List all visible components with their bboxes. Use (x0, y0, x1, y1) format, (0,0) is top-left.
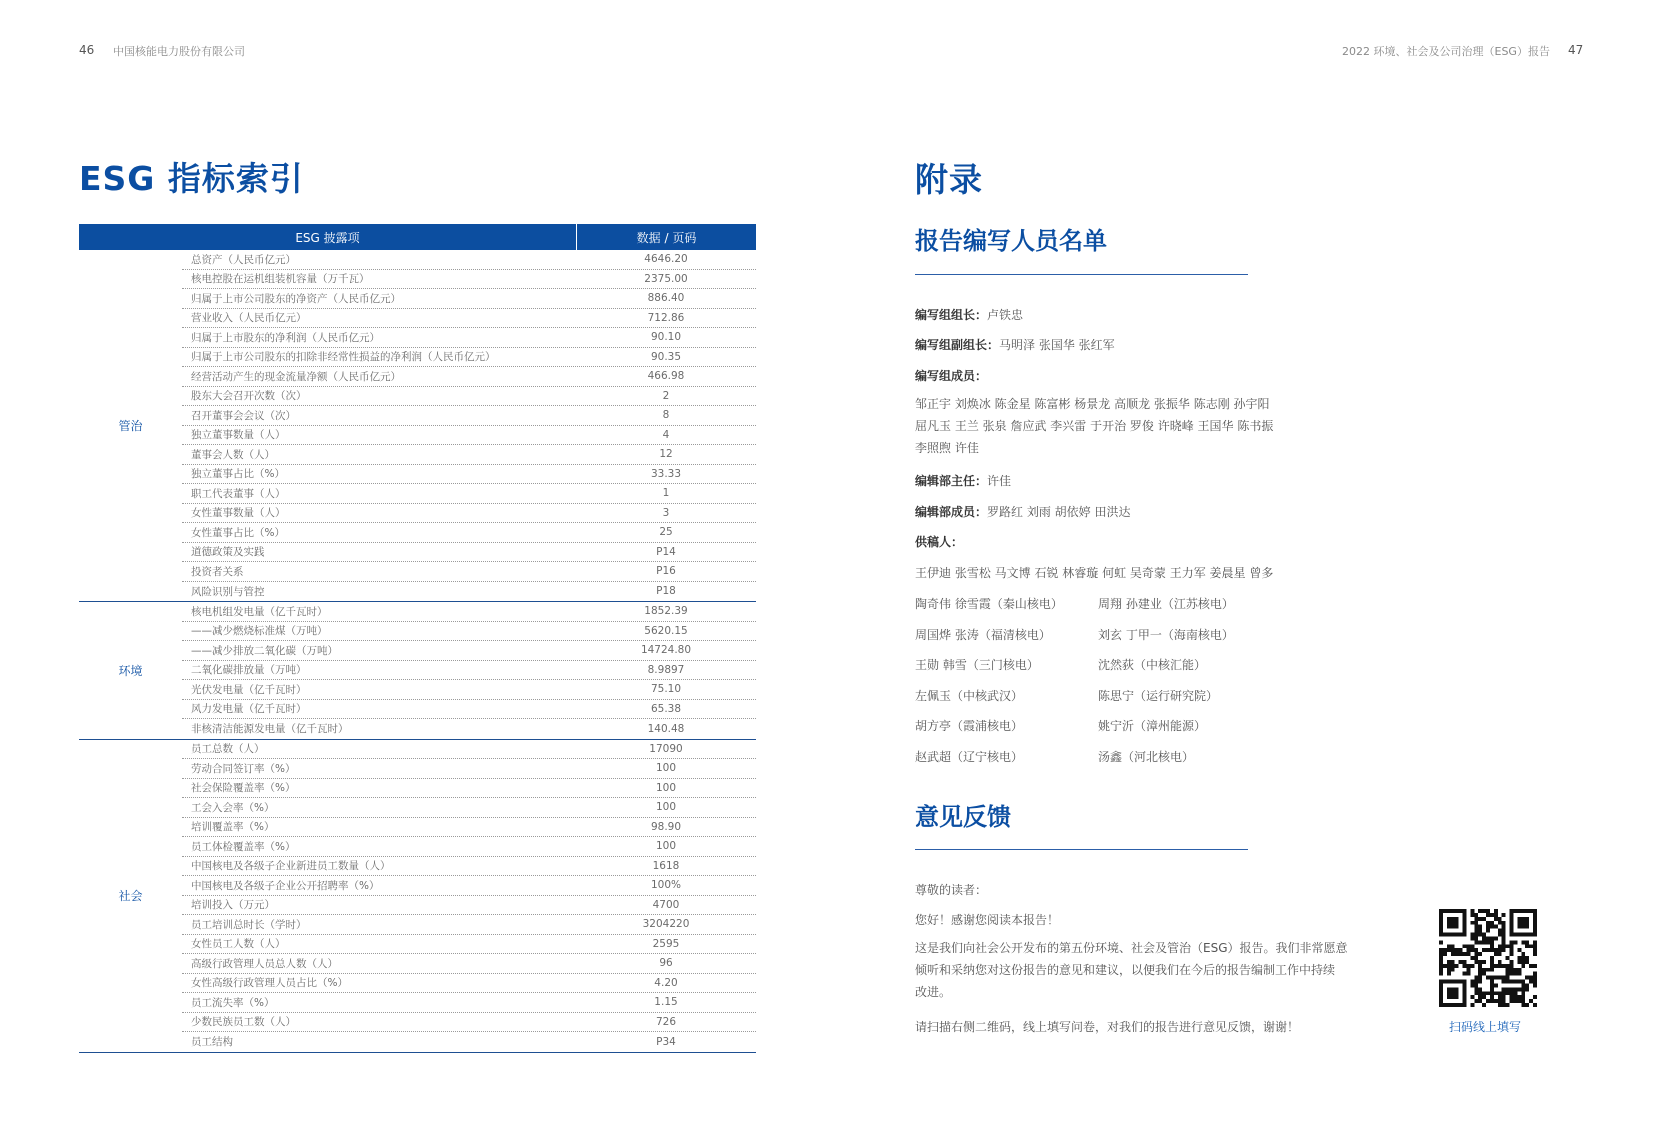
row-item: 风力发电量（亿千瓦时） (191, 703, 307, 716)
leader-name: 卢铁忠 (987, 308, 1024, 322)
row-value: 100 (655, 840, 677, 853)
table-row (182, 779, 756, 799)
table-row (182, 426, 756, 446)
row-item: 员工流失率（%） (191, 996, 275, 1009)
row-value: P16 (656, 565, 676, 578)
row-value: 2595 (652, 937, 680, 950)
row-item: 女性员工人数（人） (191, 938, 286, 951)
row-value: 14724.80 (640, 644, 692, 657)
row-value: P14 (656, 545, 676, 558)
row-value: 8 (662, 409, 670, 422)
qr-code-icon[interactable] (1439, 909, 1537, 1007)
row-item: 营业收入（人民币亿元） (191, 312, 307, 325)
section-rows (182, 250, 756, 601)
table-row (182, 740, 756, 760)
table-row (182, 465, 756, 485)
left-page-number: 46 (79, 43, 95, 57)
row-value: 98.90 (650, 820, 682, 833)
esg-index-table (79, 224, 756, 1053)
row-item: 召开董事会会议（次） (191, 409, 296, 422)
table-row (182, 896, 756, 916)
contributor-entry: 左佩玉（中核武汉） (915, 688, 1024, 703)
row-item: 非核清洁能源发电量（亿千瓦时） (191, 723, 349, 736)
table-row (182, 622, 756, 642)
row-item: 股东大会召开次数（次） (191, 390, 307, 403)
row-value: 25 (659, 526, 673, 539)
row-item: 中国核电及各级子企业公开招聘率（%） (191, 879, 380, 892)
qr-caption: 扫码线上填写 (1449, 1020, 1522, 1034)
contributor-entry: 王勋 韩雪（三门核电） (915, 658, 1039, 672)
row-value: 75.10 (650, 683, 682, 696)
section-label: 环境 (118, 663, 143, 678)
feedback-greeting: 尊敬的读者： (915, 883, 988, 897)
row-value: 1 (662, 487, 670, 500)
row-value: 1.15 (654, 996, 678, 1009)
feedback-body (915, 937, 1348, 1003)
row-value: 2 (662, 389, 670, 402)
authors-divider (915, 274, 1248, 275)
row-value: 8.9897 (647, 663, 685, 676)
row-value: 3 (662, 506, 670, 519)
editor-name: 许佳 (987, 474, 1012, 488)
table-section (79, 602, 756, 740)
feedback-divider (915, 849, 1248, 850)
row-item: 独立董事数量（人） (191, 429, 286, 442)
row-value: 5620.15 (644, 624, 688, 637)
contributors-line: 王伊迪 张雪松 马文博 石锐 林睿璇 何虹 吴奇蒙 王力军 姜晨星 曾多 (915, 566, 1274, 580)
row-value: 4.20 (654, 976, 678, 989)
members-line: 屈凡玉 王兰 张泉 詹应武 李兴雷 于开治 罗俊 许晓峰 王国华 陈书振 (915, 419, 1274, 433)
authors-title: 报告编写人员名单 (915, 227, 1107, 255)
table-row (182, 641, 756, 661)
table-row (182, 837, 756, 857)
contributor-entry: 刘玄 丁甲一（海南核电） (1098, 627, 1234, 642)
row-item: 核电机组发电量（亿千瓦时） (191, 605, 328, 618)
leader-line (915, 306, 1023, 323)
table-row (182, 543, 756, 563)
row-item: 培训覆盖率（%） (191, 821, 275, 834)
leader-label: 编写组组长： (915, 308, 988, 322)
column-header-item: ESG 披露项 (79, 224, 577, 250)
table-row (182, 876, 756, 896)
row-item: 中国核电及各级子企业新进员工数量（人） (191, 860, 391, 873)
row-item: 总资产（人民币亿元） (191, 253, 296, 266)
row-value: 12 (659, 448, 673, 461)
feedback-body-line: 这是我们向社会公开发布的第五份环境、社会及管治（ESG）报告。我们非常愿意 (915, 941, 1348, 955)
esg-index-title: ESG 指标索引 (79, 159, 304, 198)
table-row (182, 974, 756, 994)
row-item: 员工培训总时长（学时） (191, 918, 307, 931)
row-item: 投资者关系 (191, 565, 244, 578)
table-row (182, 309, 756, 329)
feedback-thanks: 您好！感谢您阅读本报告！ (915, 913, 1060, 927)
table-row (182, 954, 756, 974)
row-item: ——减少排放二氧化碳（万吨） (191, 644, 338, 657)
row-value: 2375.00 (644, 272, 688, 285)
table-row (182, 661, 756, 681)
table-header (79, 224, 756, 250)
editors-names: 罗路红 刘雨 胡依婷 田洪达 (987, 505, 1131, 519)
members-line: 邹正宇 刘焕冰 陈金星 陈富彬 杨景龙 高顺龙 张振华 陈志刚 孙宇阳 (915, 397, 1270, 411)
row-value: 4700 (652, 898, 680, 911)
row-item: 二氧化碳排放量（万吨） (191, 664, 307, 677)
row-value: 100 (655, 762, 677, 775)
table-row (182, 523, 756, 543)
row-value: 90.35 (650, 350, 682, 363)
deputy-names: 马明泽 张国华 张红军 (999, 338, 1115, 352)
row-item: ——减少燃烧标准煤（万吨） (191, 625, 328, 638)
row-item: 培训投入（万元） (191, 899, 275, 912)
contributor-entry: 周国烨 张涛（福清核电） (915, 627, 1051, 642)
editor-label: 编辑部主任： (915, 474, 988, 488)
members-label: 编写组成员： (915, 369, 988, 383)
table-row (182, 445, 756, 465)
row-item: 风险识别与管控 (191, 585, 265, 598)
table-section (79, 250, 756, 602)
contributors-label-line (915, 533, 963, 550)
row-value: 466.98 (647, 370, 685, 383)
contributor-entry: 汤鑫（河北核电） (1098, 749, 1195, 764)
table-row (182, 993, 756, 1013)
row-item: 归属于上市股东的净利润（人民币亿元） (191, 331, 380, 344)
row-value: 90.10 (650, 331, 682, 344)
row-item: 归属于上市公司股东的净资产（人民币亿元） (191, 292, 401, 305)
table-row (182, 680, 756, 700)
row-value: 1618 (652, 859, 680, 872)
row-value: P18 (656, 585, 676, 598)
table-row (182, 484, 756, 504)
row-value: 140.48 (647, 722, 685, 735)
contributor-entry: 陈思宁（运行研究院） (1098, 688, 1219, 703)
contributor-entry: 胡方亭（霞浦核电） (915, 719, 1024, 733)
table-row (182, 759, 756, 779)
table-row (182, 328, 756, 348)
row-value: 712.86 (647, 311, 685, 324)
row-value: 100% (650, 879, 682, 892)
row-item: 核电控股在运机组装机容量（万千瓦） (191, 273, 370, 286)
row-item: 员工结构 (191, 1036, 233, 1049)
row-value: 100 (655, 781, 677, 794)
row-item: 少数民族员工数（人） (191, 1016, 296, 1029)
contributor-entry: 沈然荻（中核汇能） (1098, 658, 1207, 672)
members-label-line (915, 367, 987, 384)
contributors-label: 供稿人： (915, 535, 964, 549)
row-item: 员工体检覆盖率（%） (191, 840, 296, 853)
section-label: 管治 (118, 419, 143, 433)
feedback-body-line: 改进。 (915, 985, 952, 999)
right-report-title: 2022 环境、社会及公司治理（ESG）报告 (1342, 45, 1550, 58)
deputy-line (915, 336, 1115, 353)
table-section (79, 740, 756, 1053)
table-body (79, 250, 756, 1053)
table-row (182, 562, 756, 582)
row-item: 劳动合同签订率（%） (191, 762, 296, 775)
row-value: 96 (659, 957, 673, 970)
row-item: 社会保险覆盖率（%） (191, 782, 296, 795)
section-label: 社会 (118, 889, 143, 903)
row-value: 33.33 (650, 467, 682, 480)
members-line: 李照煦 许佳 (915, 441, 979, 455)
feedback-title: 意见反馈 (915, 803, 1011, 831)
section-rows (182, 740, 756, 1052)
row-item: 高级行政管理人员总人数（人） (191, 957, 338, 970)
row-item: 女性董事占比（%） (191, 526, 285, 539)
row-item: 独立董事占比（%） (191, 468, 285, 481)
deputy-label: 编写组副组长： (915, 338, 1000, 352)
row-value: 3204220 (642, 918, 690, 931)
row-value: 726 (655, 1015, 677, 1028)
table-row (182, 818, 756, 838)
table-row (182, 250, 756, 270)
contributor-entry: 陶奇伟 徐雪霞（秦山核电） (915, 597, 1063, 611)
table-row (182, 270, 756, 290)
row-item: 董事会人数（人） (191, 448, 275, 461)
table-row (182, 915, 756, 935)
table-row (182, 504, 756, 524)
row-item: 女性董事数量（人） (191, 507, 286, 520)
left-company-name: 中国核能电力股份有限公司 (113, 45, 245, 58)
table-row (182, 857, 756, 877)
editor-line (915, 472, 1011, 489)
right-page-number: 47 (1568, 43, 1584, 57)
row-item: 经营活动产生的现金流量净额（人民币亿元） (191, 370, 401, 383)
appendix-title: 附录 (915, 160, 983, 199)
table-row (182, 582, 756, 602)
row-item: 员工总数（人） (191, 743, 265, 756)
table-row (182, 348, 756, 368)
row-value: 4646.20 (644, 253, 688, 266)
row-value: 886.40 (647, 292, 685, 305)
row-value: 65.38 (650, 702, 682, 715)
table-row (182, 935, 756, 955)
table-row (182, 1032, 756, 1052)
table-row (182, 798, 756, 818)
row-value: 4 (662, 428, 670, 441)
row-item: 道德政策及实践 (191, 546, 265, 559)
table-row (182, 289, 756, 309)
row-item: 职工代表董事（人） (191, 487, 286, 500)
editors-line (915, 503, 1130, 520)
row-value: P34 (656, 1035, 676, 1048)
contributor-entry: 周翔 孙建业（江苏核电） (1098, 597, 1234, 611)
row-item: 光伏发电量（亿千瓦时） (191, 683, 307, 696)
contributor-entry: 赵武超（辽宁核电） (915, 749, 1024, 764)
row-item: 归属于上市公司股东的扣除非经常性损益的净利润（人民币亿元） (191, 351, 496, 364)
table-row (182, 602, 756, 622)
contributor-entry: 姚宁沂（漳州能源） (1098, 719, 1207, 733)
table-row (182, 1013, 756, 1033)
table-row (182, 387, 756, 407)
editors-label: 编辑部成员： (915, 505, 988, 519)
row-value: 100 (655, 801, 677, 814)
table-row (182, 406, 756, 426)
row-value: 17090 (649, 742, 683, 755)
table-row (182, 367, 756, 387)
section-rows (182, 602, 756, 739)
members-list (915, 393, 1273, 459)
table-row (182, 719, 756, 739)
row-item: 工会入会率（%） (191, 801, 275, 814)
column-header-data: 数据 / 页码 (636, 230, 697, 245)
row-item: 女性高级行政管理人员占比（%） (191, 977, 348, 990)
feedback-instruction: 请扫描右侧二维码，线上填写问卷，对我们的报告进行意见反馈，谢谢！ (915, 1020, 1300, 1034)
feedback-body-line: 倾听和采纳您对这份报告的意见和建议，以便我们在今后的报告编制工作中持续 (915, 963, 1336, 977)
table-row (182, 700, 756, 720)
row-value: 1852.39 (644, 605, 688, 618)
